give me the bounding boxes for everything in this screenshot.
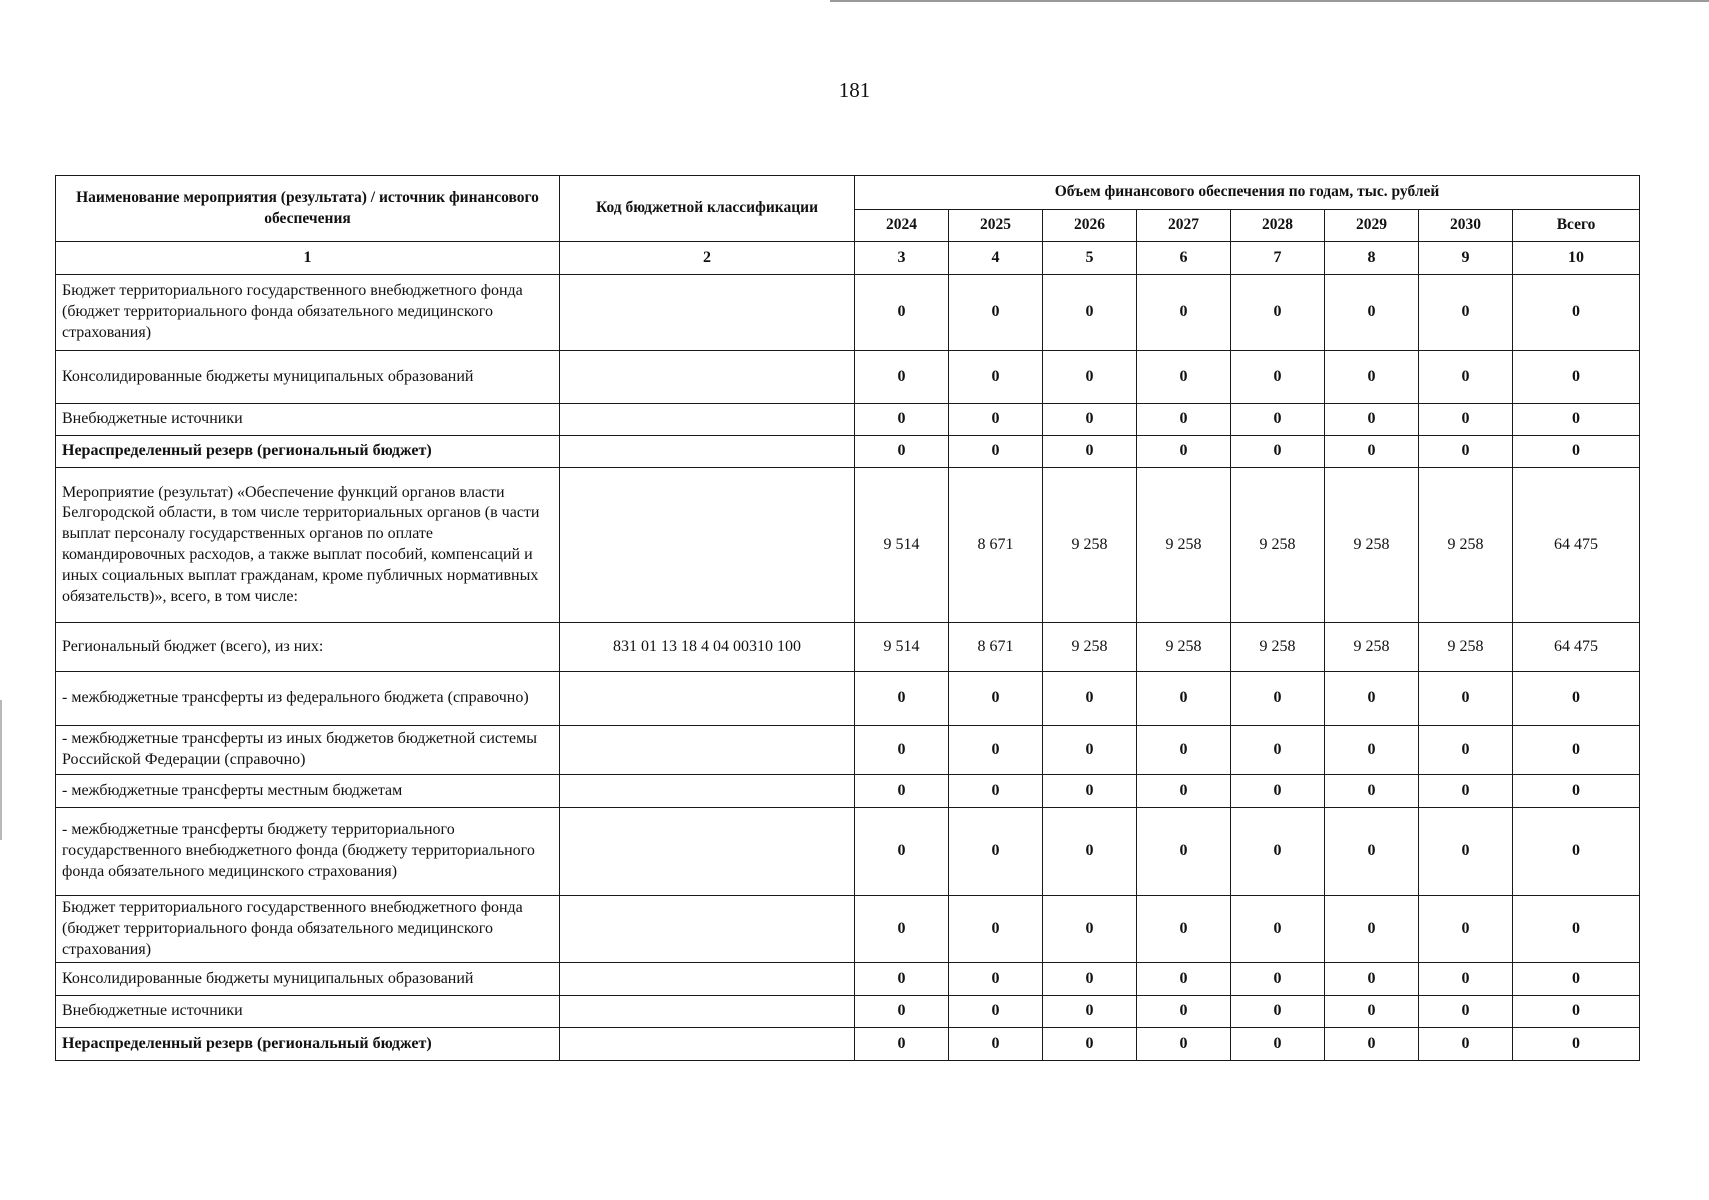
row-year-value: 0 [1419, 1028, 1513, 1061]
row-year-value: 0 [1419, 996, 1513, 1028]
row-year-value: 0 [1231, 275, 1325, 351]
row-year-value: 0 [949, 1028, 1043, 1061]
row-year-value: 0 [855, 963, 949, 996]
row-budget-code [560, 963, 855, 996]
row-year-value: 0 [1325, 996, 1419, 1028]
row-year-value: 0 [1231, 896, 1325, 963]
row-year-value: 0 [1137, 726, 1231, 775]
row-year-value: 0 [1231, 672, 1325, 726]
row-year-value: 0 [1325, 775, 1419, 808]
column-number: 1 [56, 242, 560, 275]
table-row [56, 623, 1640, 672]
row-year-value: 0 [1325, 1028, 1419, 1061]
row-name: Бюджет территориального государственного внебюджетного фонда (бюджет территориального фонда обязательного медицинского страхования) [56, 275, 560, 351]
row-year-value: 0 [1231, 436, 1325, 468]
row-name: Мероприятие (результат) «Обеспечение функций органов власти Белгородской области, в том числе территориальных органов (в части выплат персоналу государственных органов по оплате командировочных расходов, а также выплат пособий, компенсаций и иных социальных выплат гражданам, кроме публичных нормативных обязательств)», всего, в том числе: [56, 468, 560, 623]
header-year: 2030 [1419, 210, 1513, 242]
header-year: 2027 [1137, 210, 1231, 242]
scan-edge-top [830, 0, 1709, 2]
row-name: - межбюджетные трансферты местным бюджетам [56, 775, 560, 808]
row-year-value: 0 [1043, 436, 1137, 468]
row-year-value: 0 [949, 436, 1043, 468]
row-budget-code [560, 996, 855, 1028]
row-budget-code [560, 468, 855, 623]
row-year-value: 0 [949, 672, 1043, 726]
table-row [56, 726, 1640, 775]
column-number: 2 [560, 242, 855, 275]
row-year-value: 0 [1419, 672, 1513, 726]
row-year-value: 0 [1137, 351, 1231, 404]
header-year: 2025 [949, 210, 1043, 242]
column-number: 7 [1231, 242, 1325, 275]
column-number: 6 [1137, 242, 1231, 275]
row-year-value: 9 258 [1231, 623, 1325, 672]
row-year-value: 0 [1325, 404, 1419, 436]
row-year-value: 0 [1231, 963, 1325, 996]
row-year-value: 8 671 [949, 623, 1043, 672]
row-budget-code [560, 726, 855, 775]
row-year-value: 0 [1043, 275, 1137, 351]
row-year-value: 0 [855, 404, 949, 436]
header-code-column: Код бюджетной классификации [560, 176, 855, 242]
table-row [56, 351, 1640, 404]
row-name: Внебюджетные источники [56, 404, 560, 436]
row-budget-code [560, 808, 855, 896]
table-row [56, 808, 1640, 896]
table-row [56, 436, 1640, 468]
row-year-value: 0 [1419, 896, 1513, 963]
row-year-value: 0 [1137, 996, 1231, 1028]
row-year-value: 0 [1137, 808, 1231, 896]
column-number: 3 [855, 242, 949, 275]
row-year-value: 0 [1325, 963, 1419, 996]
column-number: 4 [949, 242, 1043, 275]
row-budget-code [560, 404, 855, 436]
row-year-value: 0 [1325, 896, 1419, 963]
table-row [56, 468, 1640, 623]
row-year-value: 0 [1231, 996, 1325, 1028]
row-budget-code [560, 672, 855, 726]
row-year-value: 0 [1325, 436, 1419, 468]
row-year-value: 9 258 [1419, 623, 1513, 672]
row-budget-code [560, 351, 855, 404]
row-name: Бюджет территориального государственного внебюджетного фонда (бюджет территориального фонда обязательного медицинского страхования) [56, 896, 560, 963]
row-year-value: 0 [1137, 963, 1231, 996]
row-total-value: 0 [1513, 404, 1640, 436]
table-row [56, 672, 1640, 726]
row-year-value: 0 [1325, 275, 1419, 351]
scan-edge-left [0, 700, 2, 840]
row-year-value: 9 258 [1325, 468, 1419, 623]
row-total-value: 0 [1513, 351, 1640, 404]
header-year: 2029 [1325, 210, 1419, 242]
row-year-value: 0 [1043, 808, 1137, 896]
row-year-value: 0 [1325, 351, 1419, 404]
row-total-value: 0 [1513, 775, 1640, 808]
row-name: Внебюджетные источники [56, 996, 560, 1028]
row-year-value: 0 [1043, 672, 1137, 726]
row-year-value: 0 [1325, 672, 1419, 726]
row-year-value: 0 [1419, 808, 1513, 896]
row-year-value: 9 258 [1137, 468, 1231, 623]
row-total-value: 0 [1513, 963, 1640, 996]
row-year-value: 0 [1419, 404, 1513, 436]
row-year-value: 9 258 [1043, 623, 1137, 672]
table-row [56, 275, 1640, 351]
row-year-value: 0 [855, 275, 949, 351]
financing-table [55, 175, 1640, 1061]
row-year-value: 0 [855, 672, 949, 726]
row-year-value: 0 [949, 775, 1043, 808]
row-total-value: 0 [1513, 1028, 1640, 1061]
header-year: 2024 [855, 210, 949, 242]
row-year-value: 0 [1231, 808, 1325, 896]
table-row [56, 1028, 1640, 1061]
row-year-value: 0 [855, 808, 949, 896]
row-name: - межбюджетные трансферты из федерального бюджета (справочно) [56, 672, 560, 726]
row-year-value: 0 [855, 726, 949, 775]
column-number: 9 [1419, 242, 1513, 275]
row-budget-code [560, 275, 855, 351]
table-row [56, 963, 1640, 996]
row-name: Региональный бюджет (всего), из них: [56, 623, 560, 672]
row-total-value: 0 [1513, 808, 1640, 896]
row-total-value: 0 [1513, 896, 1640, 963]
row-year-value: 0 [1043, 351, 1137, 404]
row-year-value: 0 [949, 404, 1043, 436]
row-year-value: 0 [1419, 726, 1513, 775]
row-year-value: 9 514 [855, 623, 949, 672]
header-year: 2028 [1231, 210, 1325, 242]
row-year-value: 0 [949, 351, 1043, 404]
row-year-value: 0 [949, 896, 1043, 963]
row-total-value: 0 [1513, 996, 1640, 1028]
row-year-value: 0 [1231, 404, 1325, 436]
header-financing-group: Объем финансового обеспечения по годам, тыс. рублей [855, 176, 1640, 210]
row-year-value: 9 258 [1137, 623, 1231, 672]
row-year-value: 0 [1231, 775, 1325, 808]
row-year-value: 0 [855, 775, 949, 808]
row-year-value: 0 [1043, 775, 1137, 808]
row-name: - межбюджетные трансферты бюджету территориального государственного внебюджетного фонда (бюджету территориального фонда обязательного медицинского страхования) [56, 808, 560, 896]
row-year-value: 0 [949, 996, 1043, 1028]
row-budget-code: 831 01 13 18 4 04 00310 100 [560, 623, 855, 672]
row-year-value: 0 [1325, 726, 1419, 775]
row-total-value: 0 [1513, 436, 1640, 468]
row-year-value: 9 514 [855, 468, 949, 623]
row-total-value: 64 475 [1513, 468, 1640, 623]
row-name: Нераспределенный резерв (региональный бюджет) [56, 1028, 560, 1061]
table-row [56, 775, 1640, 808]
row-year-value: 0 [855, 351, 949, 404]
row-budget-code [560, 775, 855, 808]
row-year-value: 0 [1137, 436, 1231, 468]
row-year-value: 0 [1137, 775, 1231, 808]
row-year-value: 0 [1043, 996, 1137, 1028]
table-body [56, 275, 1640, 1061]
row-year-value: 0 [1419, 275, 1513, 351]
table-row [56, 896, 1640, 963]
row-name: Консолидированные бюджеты муниципальных образований [56, 963, 560, 996]
row-total-value: 64 475 [1513, 623, 1640, 672]
row-year-value: 0 [855, 1028, 949, 1061]
row-year-value: 0 [1231, 726, 1325, 775]
row-year-value: 0 [1043, 1028, 1137, 1061]
row-year-value: 0 [1043, 896, 1137, 963]
row-year-value: 0 [855, 896, 949, 963]
row-year-value: 0 [1325, 808, 1419, 896]
column-number: 5 [1043, 242, 1137, 275]
row-year-value: 0 [1137, 1028, 1231, 1061]
row-budget-code [560, 896, 855, 963]
row-year-value: 0 [1043, 404, 1137, 436]
table-row [56, 996, 1640, 1028]
row-name: Нераспределенный резерв (региональный бюджет) [56, 436, 560, 468]
page-number: 181 [838, 78, 871, 102]
row-total-value: 0 [1513, 672, 1640, 726]
row-year-value: 0 [1137, 672, 1231, 726]
column-number: 10 [1513, 242, 1640, 275]
header-name-column: Наименование мероприятия (результата) / источник финансового обеспечения [56, 176, 560, 242]
row-year-value: 0 [1043, 963, 1137, 996]
row-year-value: 9 258 [1325, 623, 1419, 672]
column-number: 8 [1325, 242, 1419, 275]
row-year-value: 0 [1419, 963, 1513, 996]
row-year-value: 0 [1419, 775, 1513, 808]
row-year-value: 0 [1419, 351, 1513, 404]
row-year-value: 0 [1419, 436, 1513, 468]
column-number-row [56, 242, 1640, 275]
row-budget-code [560, 436, 855, 468]
row-year-value: 8 671 [949, 468, 1043, 623]
row-total-value: 0 [1513, 726, 1640, 775]
row-year-value: 0 [949, 275, 1043, 351]
row-year-value: 0 [1231, 1028, 1325, 1061]
row-year-value: 0 [855, 436, 949, 468]
header-total: Всего [1513, 210, 1640, 242]
row-year-value: 0 [949, 726, 1043, 775]
row-year-value: 0 [1137, 896, 1231, 963]
row-year-value: 9 258 [1043, 468, 1137, 623]
row-year-value: 0 [1231, 351, 1325, 404]
row-name: Консолидированные бюджеты муниципальных образований [56, 351, 560, 404]
row-year-value: 0 [855, 996, 949, 1028]
row-year-value: 0 [1137, 275, 1231, 351]
row-year-value: 9 258 [1419, 468, 1513, 623]
row-name: - межбюджетные трансферты из иных бюджетов бюджетной системы Российской Федерации (справочно) [56, 726, 560, 775]
row-year-value: 0 [1137, 404, 1231, 436]
row-year-value: 0 [949, 808, 1043, 896]
header-year: 2026 [1043, 210, 1137, 242]
row-year-value: 0 [1043, 726, 1137, 775]
row-year-value: 0 [949, 963, 1043, 996]
row-year-value: 9 258 [1231, 468, 1325, 623]
row-total-value: 0 [1513, 275, 1640, 351]
row-budget-code [560, 1028, 855, 1061]
table-row [56, 404, 1640, 436]
